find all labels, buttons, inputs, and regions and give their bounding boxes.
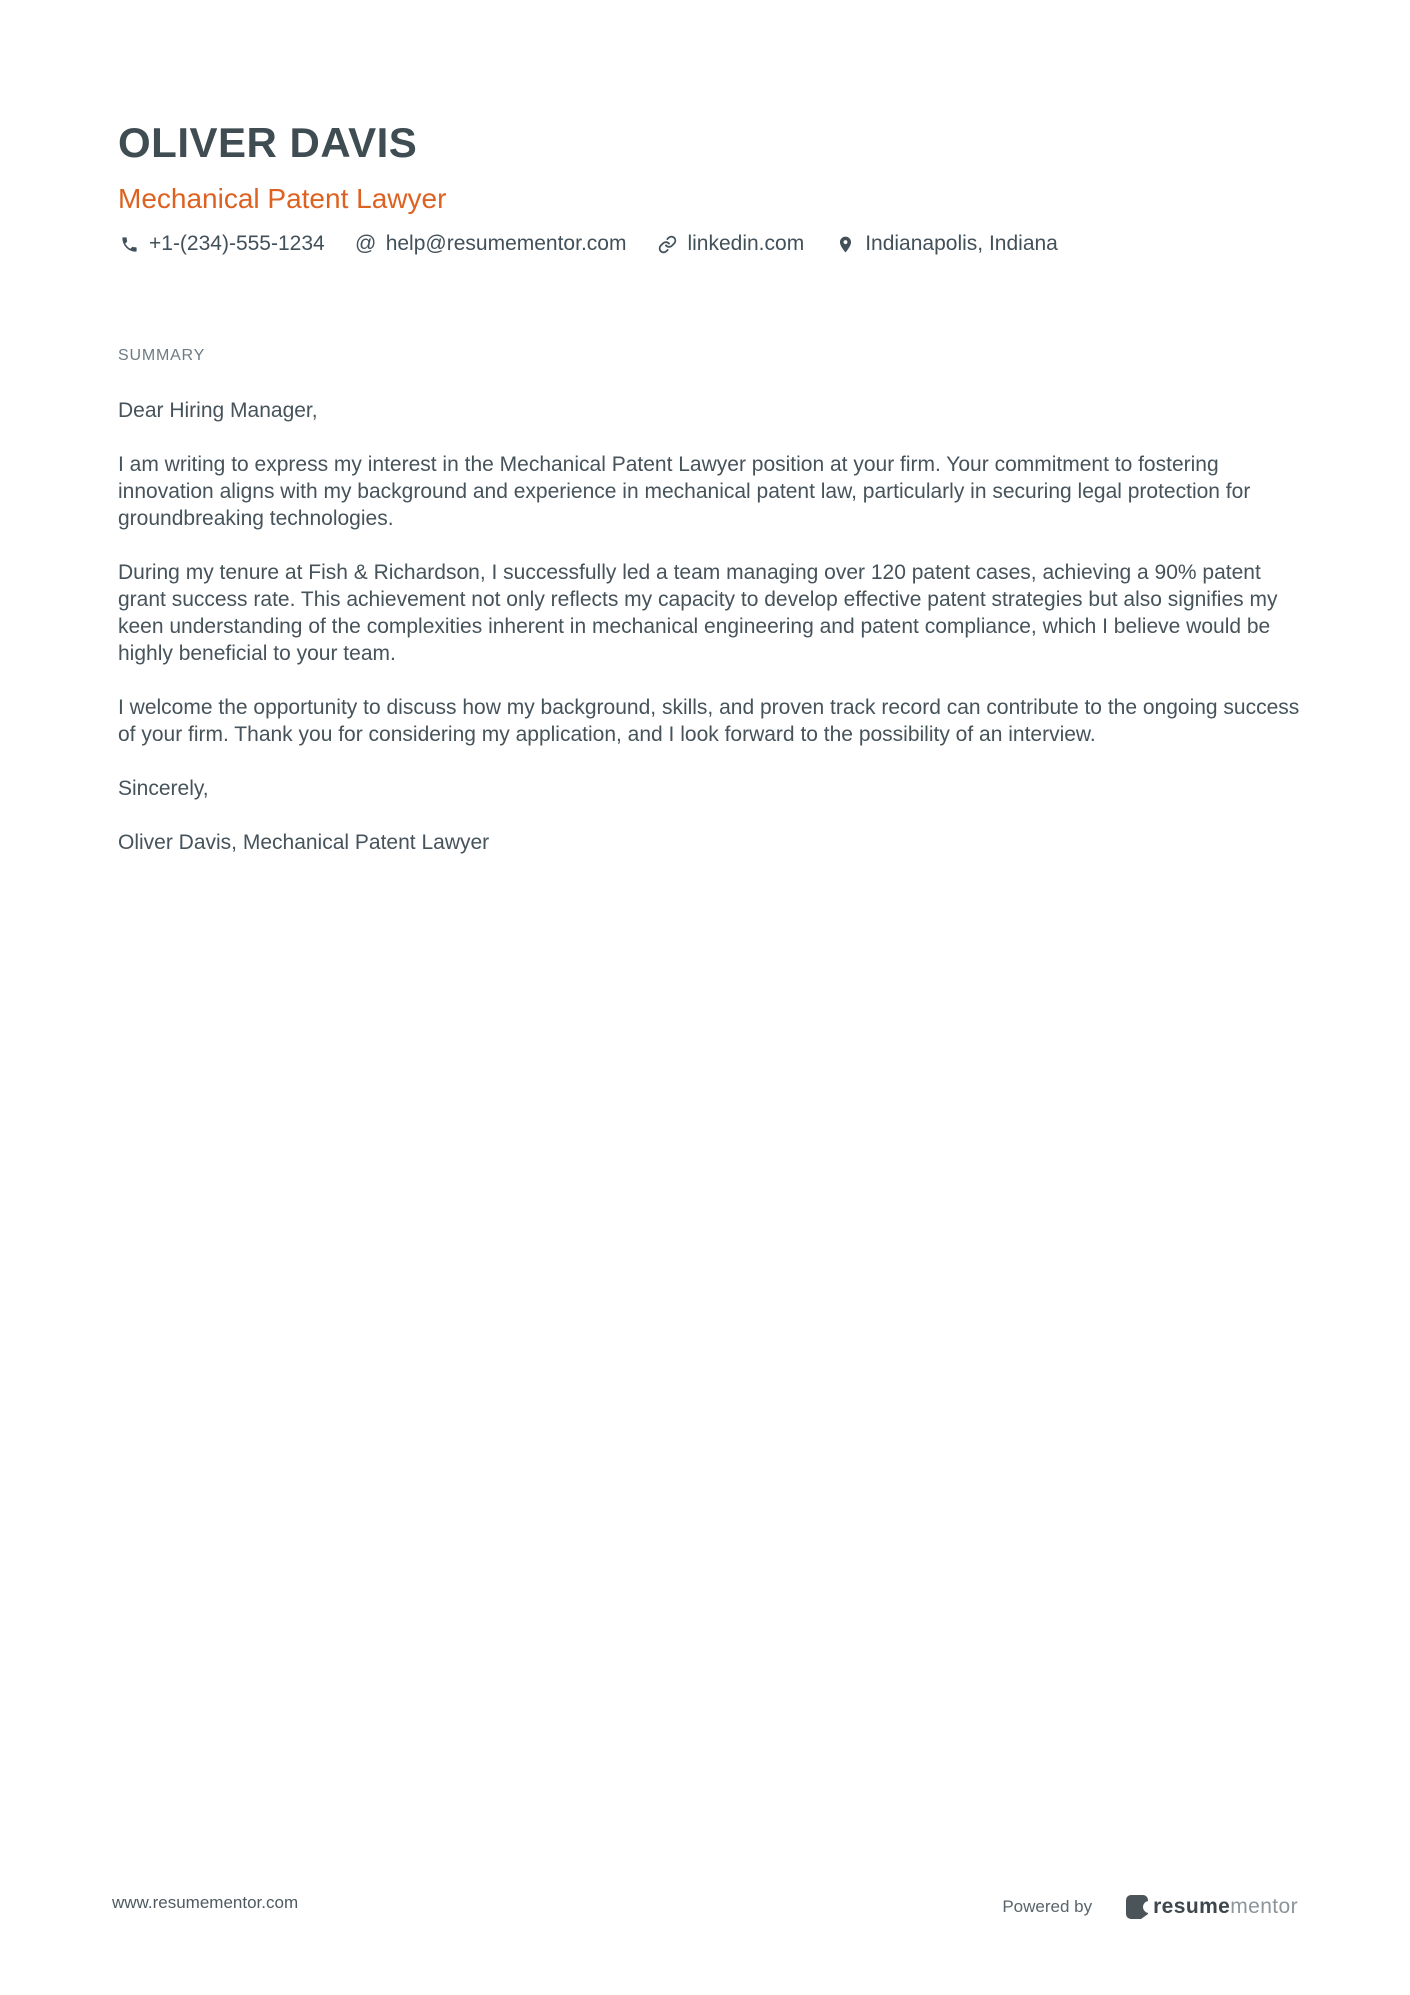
brand-text-resume: resume [1153, 1895, 1231, 1918]
candidate-name: OLIVER DAVIS [118, 119, 418, 166]
letter-paragraph: I welcome the opportunity to discuss how my background, skills, and proven track record can contribute to the ongoing success of your firm. Thank you for considering my application, and I look forward to the possibility of an interview. [118, 696, 1300, 746]
resumementor-brand-link[interactable] [1126, 1895, 1298, 1919]
linkedin-url: linkedin.com [687, 232, 805, 255]
contact-location [834, 232, 1058, 256]
powered-by-label: Powered by [1002, 1897, 1093, 1916]
letter-closing: Sincerely, [118, 777, 209, 800]
link-icon [656, 233, 678, 255]
footer-branding [1002, 1895, 1298, 1919]
letter-paragraph: I am writing to express my interest in the Mechanical Patent Lawyer position at your firm. Your commitment to fostering innovation aligns with my background and experience in mechanical patent law, particularly in securing legal protection for groundbreaking technologies. [118, 453, 1251, 530]
contact-email[interactable] [355, 232, 627, 256]
letter-signature: Oliver Davis, Mechanical Patent Lawyer [118, 831, 490, 854]
resumementor-logo-icon [1126, 1895, 1148, 1919]
at-icon: @ [355, 232, 377, 255]
email-address: help@resumementor.com [385, 232, 627, 255]
letter-salutation: Dear Hiring Manager, [118, 399, 318, 422]
contact-linkedin[interactable] [656, 232, 804, 256]
location-text: Indianapolis, Indiana [865, 232, 1058, 255]
phone-number: +1-(234)-555-1234 [149, 232, 325, 255]
contact-row [118, 232, 1310, 256]
phone-icon [118, 233, 140, 255]
footer-website-link[interactable]: www.resumementor.com [112, 1893, 299, 1912]
letter-body [118, 397, 1310, 856]
contact-phone [118, 232, 325, 256]
brand-text-mentor: mentor [1230, 1895, 1298, 1918]
location-pin-icon [834, 233, 856, 255]
letter-paragraph: During my tenure at Fish & Richardson, I successfully led a team managing over 120 patent cases, achieving a 90% patent grant success rate. This achievement not only reflects my capacity to develop effective patent strategies but also signifies my keen understanding of the complexities inherent in mechanical engineering and patent compliance, which I believe would be highly beneficial to your team. [118, 561, 1278, 665]
summary-section-label: SUMMARY [118, 347, 206, 364]
job-title: Mechanical Patent Lawyer [118, 183, 447, 214]
